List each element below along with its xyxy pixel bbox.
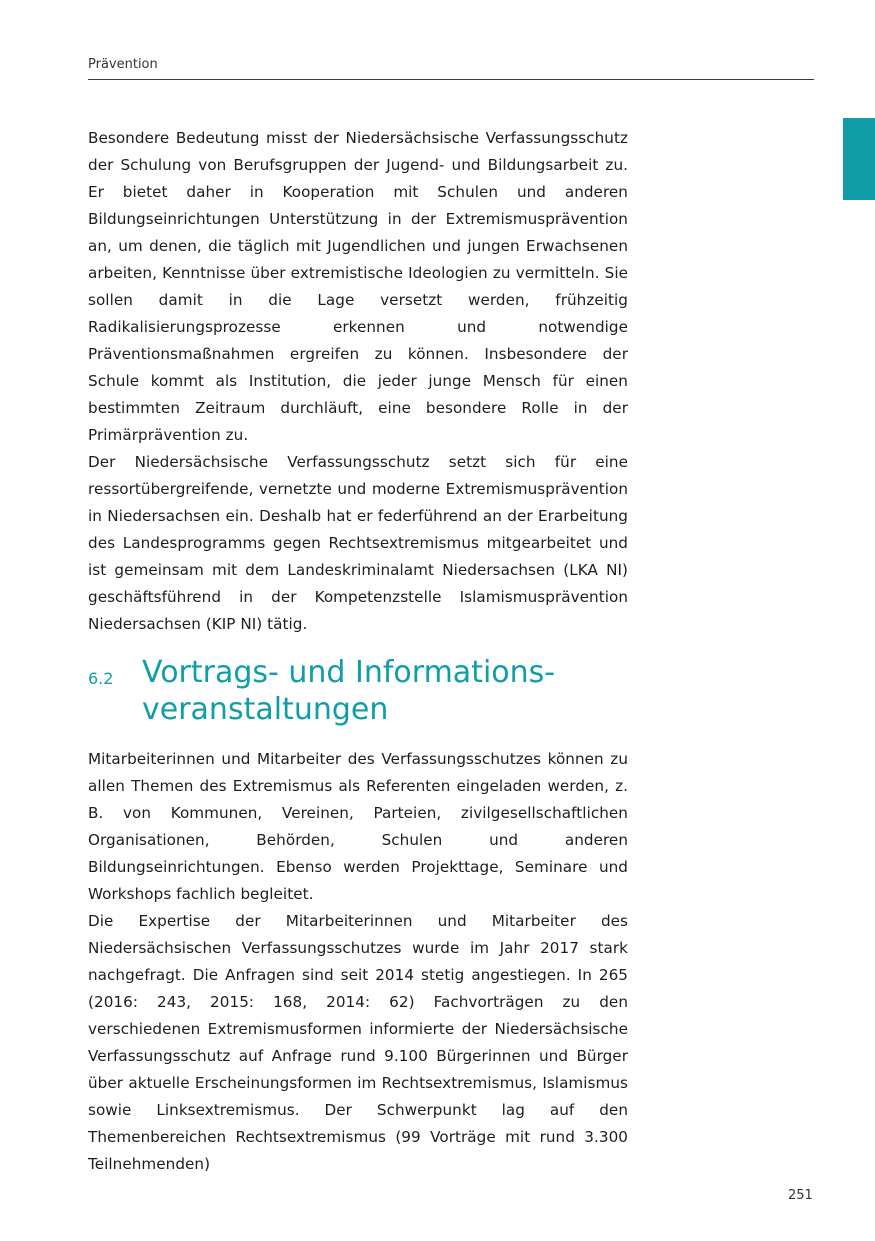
section-title <box>142 654 642 728</box>
section-number: 6.2 <box>88 669 114 688</box>
section-paragraph: Mitarbeiterinnen und Mitarbeiter des Verfassungsschutzes können zu allen Themen des Extremismus als Referenten eingeladen werden, z. B. von Kommunen, Vereinen, Parteien, zivilgesellschaftlichen Organisationen, Behörden, Schulen und anderen Bildungseinrichtungen. Ebenso werden Projekttage, Seminare und Workshops fachlich begleitet. <box>88 750 628 903</box>
section-title-line: veranstaltungen <box>142 692 389 727</box>
header-rule <box>88 79 814 80</box>
section-text-block <box>88 746 628 1178</box>
running-header: Prävention <box>88 57 158 72</box>
section-title-line: Vortrags- und Informations- <box>142 655 556 690</box>
intro-paragraph: Der Niedersächsische Verfassungsschutz setzt sich für eine ressortübergreifende, vernetzte und moderne Extremismusprävention in Niedersachsen ein. Deshalb hat er federführend an der Erarbeitung des Landesprogramms gegen Rechtsextremismus mitgearbeitet und ist gemeinsam mit dem Landeskriminalamt Niedersachsen (LKA NI) geschäftsführend in der Kompetenzstelle Islamismusprävention Niedersachsen (KIP NI) tätig. <box>88 453 628 633</box>
intro-text-block <box>88 125 628 638</box>
intro-paragraph: Besondere Bedeutung misst der Niedersächsische Verfassungsschutz der Schulung von Berufsgruppen der Jugend- und Bildungsarbeit zu. Er bietet daher in Kooperation mit Schulen und anderen Bildungseinrichtungen Unterstützung in der Extremismusprävention an, um denen, die täglich mit Jugendlichen und jungen Erwachsenen arbeiten, Kenntnisse über extremistische Ideologien zu vermitteln. Sie sollen damit in die Lage versetzt werden, frühzeitig Radikalisierungsprozesse erkennen und notwendige Präventionsmaßnahmen ergreifen zu können. Insbesondere der Schule kommt als Institution, die jeder junge Mensch für einen bestimmten Zeitraum durchläuft, eine besondere Rolle in der Primärprävention zu. <box>88 129 628 444</box>
page-number: 251 <box>788 1188 813 1203</box>
chapter-thumb-tab <box>843 118 875 200</box>
section-paragraph: Die Expertise der Mitarbeiterinnen und Mitarbeiter des Niedersächsischen Verfassungsschutzes wurde im Jahr 2017 stark nachgefragt. Die Anfragen sind seit 2014 stetig angestiegen. In 265 (2016: 243, 2015: 168, 2014: 62) Fachvorträgen zu den verschiedenen Extremismusformen informierte der Niedersächsische Verfassungsschutz auf Anfrage rund 9.100 Bürgerinnen und Bürger über aktuelle Erscheinungsformen im Rechtsextremismus, Islamismus sowie Linksextremismus. Der Schwerpunkt lag auf den Themenbereichen Rechtsextremismus (99 Vorträge mit rund 3.300 Teilnehmenden) <box>88 912 628 1173</box>
